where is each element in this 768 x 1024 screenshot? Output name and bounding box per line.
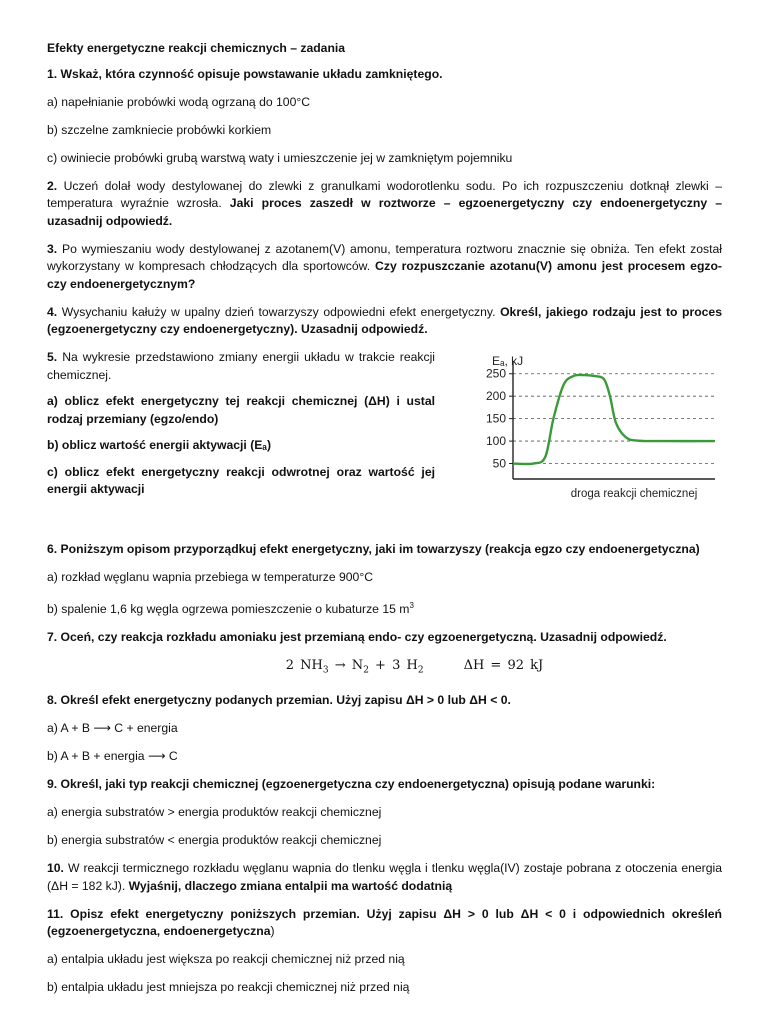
q5-option-a: a) oblicz efekt energetyczny tej reakcji chemicznej (ΔH) i ustal rodzaj przemiany (egzo/endo): [47, 394, 435, 426]
q1-option-b: b) szczelne zamkniecie probówki korkiem: [47, 122, 272, 137]
q8-option-b: b) A + B + energia ⟶ C: [47, 749, 178, 764]
question-11: 11. Opisz efekt energetyczny poniższych przemian. Użyj zapisu ΔH > 0 lub ΔH < 0 i odpowiednich określeń (egzoenergetyczna, endoenergetyczna): [47, 906, 722, 939]
reaction-equation: 2 $NH_3 \to N_2 + 3$ $H_2$ ΔH = 92 kJ: [285, 658, 544, 676]
question-4: 4. Wysychaniu kałuży w upalny dzień towarzyszy odpowiedni efekt energetyczny. Określ, jakiego rodzaju jest to proces (egzoenergetyczny czy endoenergetyczny). Uzasadnij odpowiedź.: [47, 304, 722, 336]
question-10: 10. W reakcji termicznego rozkładu węglanu wapnia do tlenku węgla i tlenku węgla(IV) zostaje pobrana z otoczenia energia (ΔH = 182 kJ). Wyjaśnij, dlaczego zmiana entalpii ma wartość dodatnią: [47, 861, 722, 893]
energy-chart: [467, 353, 747, 511]
y-tick-label: 250: [485, 366, 506, 381]
energy-diagram: [467, 353, 747, 511]
q1-option-c: c) owiniecie probówki grubą warstwą waty i umieszczenie jej w zamkniętym pojemniku: [47, 150, 513, 165]
question-8: 8. Określ efekt energetyczny podanych przemian. Użyj zapisu ΔH > 0 lub ΔH < 0.: [47, 693, 511, 708]
question-9: 9. Określ, jaki typ reakcji chemicznej (egzoenergetyczna czy endoenergetyczna) opisują podane warunki:: [47, 777, 656, 792]
q11-option-a: a) entalpia układu jest większa po reakcji chemicznej niż przed nią: [47, 952, 405, 967]
x-axis-label: droga reakcji chemicznej: [570, 488, 698, 500]
y-tick-label: 50: [492, 456, 506, 471]
q9-option-b: b) energia substratów < energia produktów reakcji chemicznej: [47, 833, 382, 848]
y-tick-label: 200: [485, 389, 506, 404]
q8-option-a: a) A + B ⟶ C + energia: [47, 721, 178, 736]
question-7: 7. Oceń, czy reakcja rozkładu amoniaku jest przemianą endo- czy egzoenergetyczną. Uzasadnij odpowiedź.: [47, 630, 667, 645]
question-5: 5. Na wykresie przedstawiono zmiany energii układu w trakcie reakcji chemicznej.: [47, 350, 435, 382]
y-axis-label: Eₐ, kJ: [492, 354, 524, 368]
y-tick-label: 100: [485, 434, 506, 449]
page-title: Efekty energetyczne reakcji chemicznych – zadania: [47, 41, 346, 55]
q11-option-b: b) entalpia układu jest mniejsza po reakcji chemicznej niż przed nią: [47, 980, 410, 995]
question-2: 2. Uczeń dolał wody destylowanej do zlewki z granulkami wodorotlenku sodu. Po ich rozpuszczeniu dotknął zlewki – temperatura wyraźnie wzrosła. Jaki proces zaszedł w roztworze – egzoenergetyczny czy endoenergetyczny – uzasadnij odpowiedź.: [47, 178, 722, 228]
question-1: 1. Wskaż, która czynność opisuje powstawanie układu zamkniętego.: [47, 66, 443, 81]
question-5-block: [47, 349, 722, 511]
question-3: 3. Po wymieszaniu wody destylowanej z azotanem(V) amonu, temperatura roztworu znacznie się obniża. Ten efekt został wykorzystany w kompresach chłodzących dla sportowców. Czy rozpuszczanie azotanu(V) amonu jest procesem egzo- czy endoenergetycznym?: [47, 241, 722, 291]
worksheet: [47, 40, 722, 1007]
y-tick-label: 150: [485, 411, 506, 426]
q6-option-a: a) rozkład węglanu wapnia przebiega w temperaturze 900°C: [47, 570, 373, 584]
q9-option-a: a) energia substratów > energia produktów reakcji chemicznej: [47, 805, 382, 820]
q6-option-b: b) spalenie 1,6 kg węgla ogrzewa pomieszczenie o kubaturze 15 $m^3$: [47, 601, 414, 617]
q5-option-b: b) oblicz wartość energii aktywacji (Eₐ): [47, 438, 272, 452]
question-6: 6. Poniższym opisom przyporządkuj efekt energetyczny, jaki im towarzyszy (reakcja egzo czy endoenergetyczna): [47, 542, 700, 556]
energy-curve: [513, 375, 715, 464]
enthalpy-value: ΔH = 92 kJ: [463, 658, 544, 674]
q1-option-a: a) napełnianie probówki wodą ogrzaną do 100°C: [47, 94, 311, 109]
q5-option-c: c) oblicz efekt energetyczny reakcji odwrotnej oraz wartość jej energii aktywacji: [47, 464, 435, 496]
